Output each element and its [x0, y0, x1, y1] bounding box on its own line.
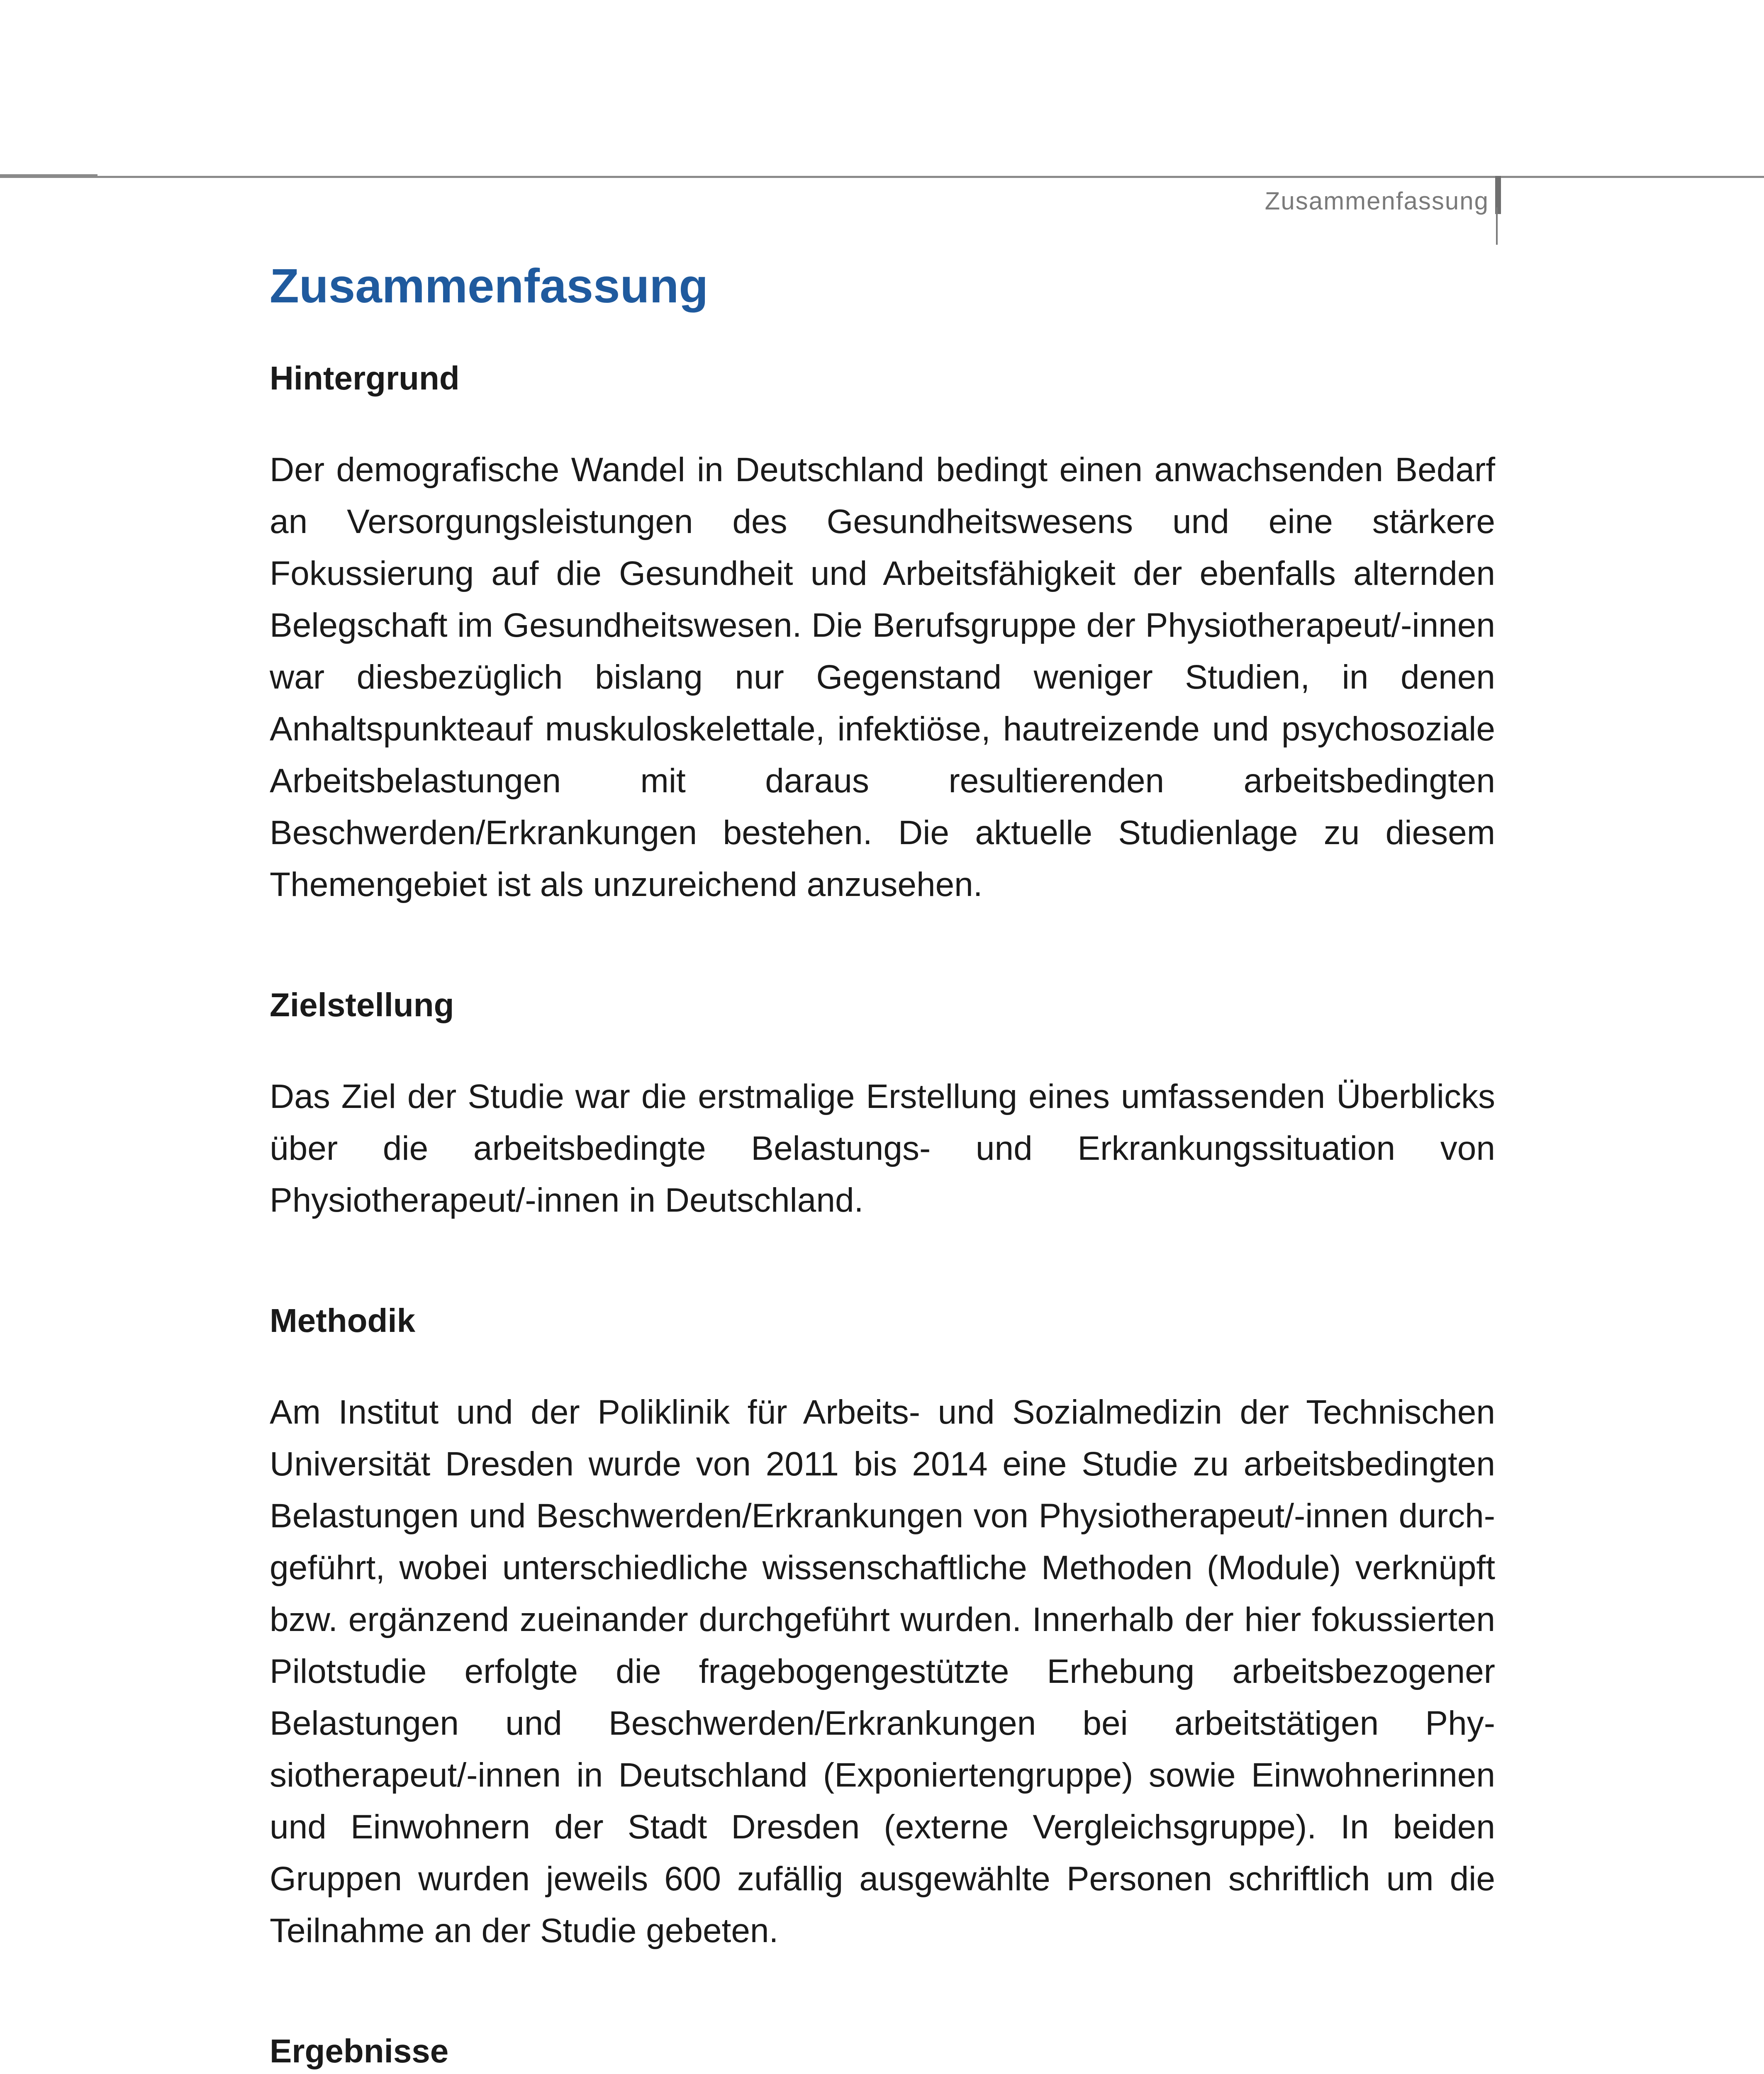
section-heading: Zielstellung — [270, 986, 454, 1024]
section-heading: Ergebnisse — [270, 2033, 449, 2070]
section-paragraph: Der demografische Wandel in Deutschland bedingt einen anwachsenden Bedarf an Versorgungsleistungen des Gesundheitswesens und eine stärkere Fokussierung auf die Gesundheit und Arbeitsfähigkeit der ebenfalls alternden Belegschaft im Gesundheitswesen. Die Berufsgruppe der Physiotherapeut/-innen war diesbezüglich bislang nur Gegenstand weniger Studien, in denen Anhaltspunkteauf muskuloskelettale, infektiöse, hautreizende und psychosoziale Arbeitsbelastungen mit daraus resultierenden arbeitsbedingten Beschwerden/Erkrankungen bestehen. Die aktuelle Studienlage zu diesem Themengebiet ist als unzureichend anzusehen. — [270, 451, 1495, 904]
running-head: Zusammenfassung — [1265, 187, 1489, 215]
page-content — [270, 257, 1495, 2074]
section-paragraph: Am Institut und der Poliklinik für Arbeits- und Sozialmedizin der Technischen Universität Dresden wurde von 2011 bis 2014 eine Studie zu arbeitsbedingten Belastungen und Beschwerden/Erkrankungen von Physiotherapeut/-innen durchgeführt, wobei unterschiedliche wissenschaftliche Methoden (Module) verknüpft bzw. ergänzend zueinander durchgeführt wurden. Innerhalb der hier fokussierten Pilotstudie erfolgte die fragebogengestützte Erhebung arbeitsbezogener Belastungen und Beschwerden/Erkrankungen bei arbeitstätigen Physiotherapeut/-innen in Deutschland (Exponiertengruppe) sowie Einwohnerinnen und Einwohnern der Stadt Dresden (externe Vergleichsgruppe). In beiden Gruppen wurden jeweils 600 zufällig ausgewählte Personen schriftlich um die Teilnahme an der Studie gebeten. — [270, 1393, 1495, 1950]
section-heading: Methodik — [270, 1302, 416, 1339]
page-title: Zusammenfassung — [270, 259, 709, 313]
header-rule-accent — [0, 174, 97, 178]
section-ergebnisse — [270, 2031, 1495, 2074]
running-head-divider — [1496, 207, 1498, 245]
section-paragraph: Das Ziel der Studie war die erstmalige Erstellung eines umfassenden Überblicks über die arbeitsbedingte Belastungs- und Erkrankungssituation von Physiotherapeut/-innen in Deutschland. — [270, 1078, 1495, 1220]
section-hintergrund — [270, 358, 1495, 910]
section-heading: Hintergrund — [270, 360, 460, 397]
section-methodik — [270, 1301, 1495, 1957]
section-zielstellung — [270, 985, 1495, 1226]
